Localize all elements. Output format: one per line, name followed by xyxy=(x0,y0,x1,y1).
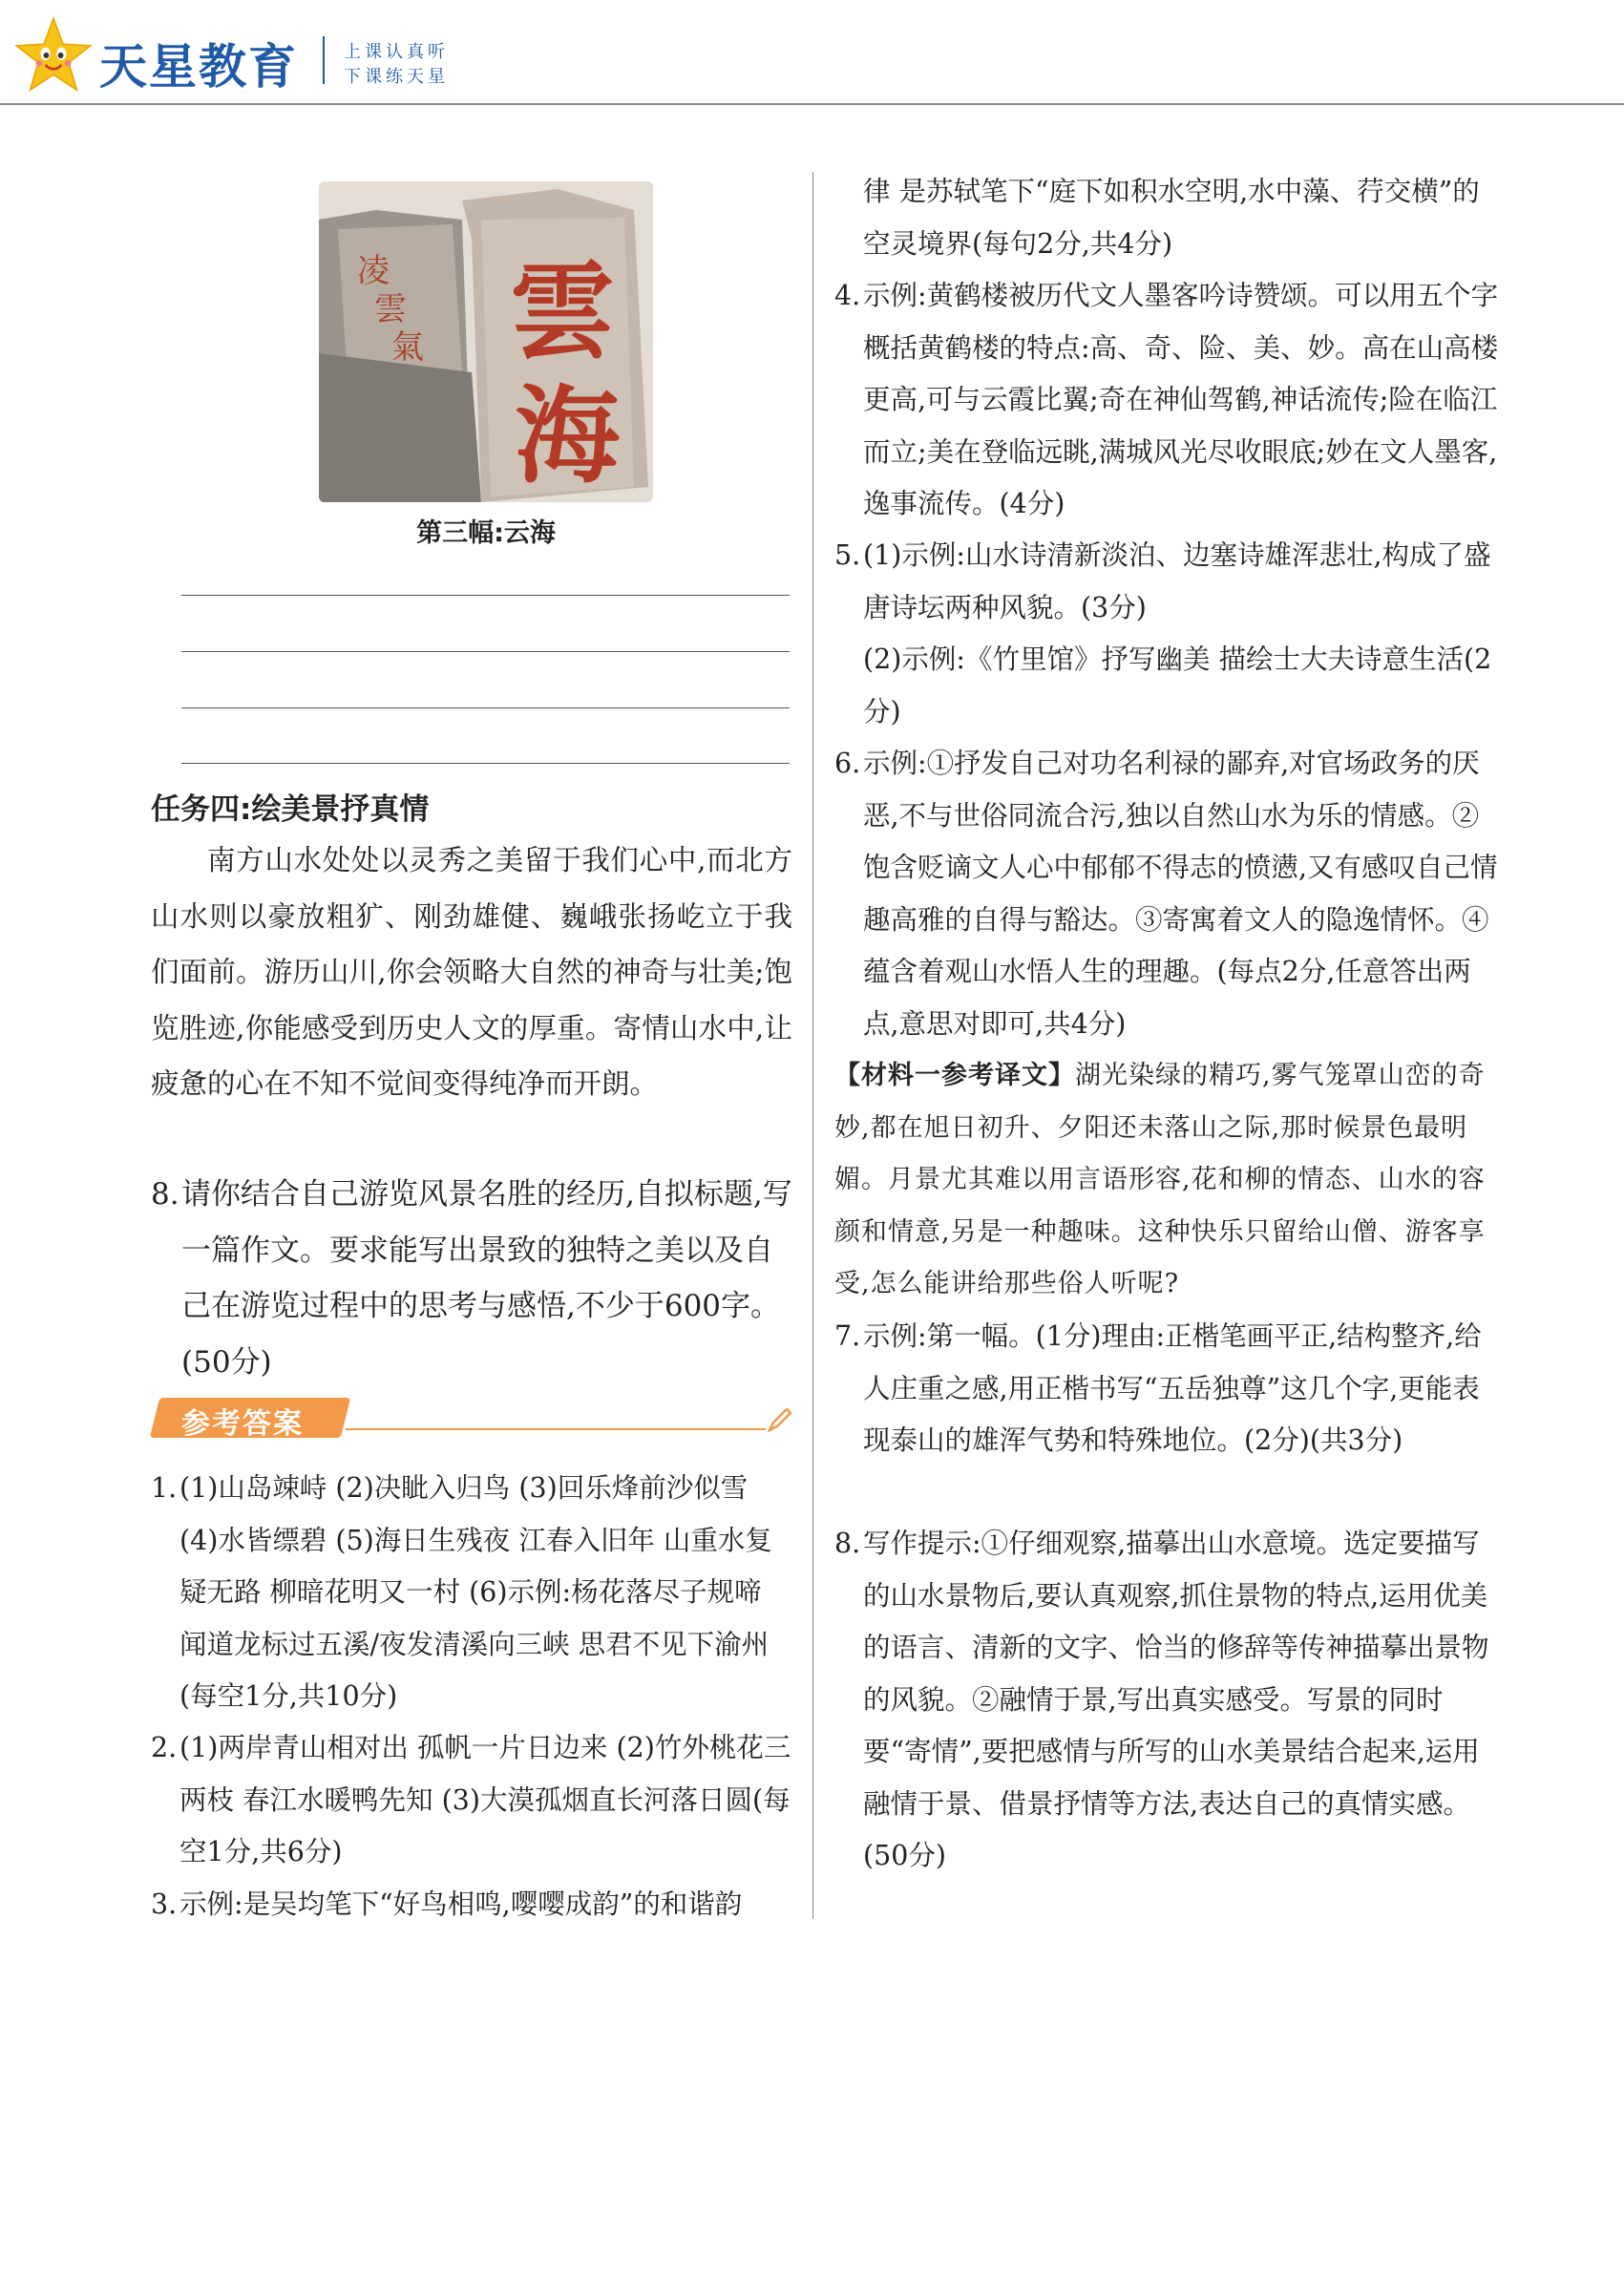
answer-number: 3. xyxy=(151,1888,178,1920)
carved-char-yun: 雲 xyxy=(510,250,615,373)
answer-number: 6. xyxy=(834,748,861,779)
carved-small-1: 凌 xyxy=(357,252,390,290)
reference-label: 参考答案 xyxy=(181,1407,304,1441)
photo-caption: 第三幅:云海 xyxy=(416,518,556,548)
answer-text: (1)两岸青山相对出 孤帆一片日边来 (2)竹外桃花三两枝 春江水暖鸭先知 (3)大漠孤烟直长河落日圆(每空1分,共6分) xyxy=(179,1732,791,1867)
answer-text: 示例:①抒发自己对功名利禄的鄙弃,对官场政务的厌恶,不与世俗同流合污,独以自然山水为乐的情感。②饱含贬谪文人心中郁郁不得志的愤懑,又有感叹自己情趣高雅的自得与豁达。③寄寓着文人的隐逸情怀。④蕴含着观山水悟人生的理趣。(每点2分,任意答出两点,意思对即可,共4分) xyxy=(863,748,1498,1040)
pen-icon xyxy=(766,1405,794,1434)
answer-number: 4. xyxy=(834,280,861,311)
answer-text: 示例:是吴均笔下“好鸟相鸣,嘤嘤成韵”的和谐韵 xyxy=(179,1888,743,1920)
question-8 xyxy=(151,1167,792,1390)
answer-text: 示例:黄鹤楼被历代文人墨客吟诗赞颂。可以用五个字概括黄鹤楼的特点:高、奇、险、美、妙。高在山高楼更高,可与云霞比翼;奇在神仙驾鹤,神话流传;险在临江而立;美在登临远眺,满城风光尽收眼底;妙在文人墨客,逸事流传。(4分) xyxy=(863,280,1499,519)
answer-5 xyxy=(834,530,1499,738)
slogan-line-1: 上课认真听 xyxy=(344,42,449,62)
answer-2 xyxy=(151,1722,792,1879)
writing-line xyxy=(181,651,790,652)
translation-label: 【材料一参考译文】 xyxy=(834,1061,1075,1090)
answer-text: 示例:第一幅。(1分)理由:正楷笔画平正,结构整齐,给人庄重之感,用正楷书写“五岳独尊”这几个字,更能表现泰山的雄浑气势和特殊地位。(2分)(共3分) xyxy=(863,1320,1482,1456)
writing-line xyxy=(181,763,790,764)
slogan-line-2: 下课练天星 xyxy=(344,67,449,87)
answer-number: 7. xyxy=(834,1320,861,1352)
answer-number: 1. xyxy=(151,1472,178,1504)
material-translation xyxy=(834,1050,1499,1311)
yunhai-photo xyxy=(319,181,653,502)
reference-answers-banner xyxy=(155,1398,794,1440)
carved-rock-image xyxy=(319,181,653,502)
writing-line xyxy=(181,595,790,596)
column-divider xyxy=(812,172,813,1919)
answer-text-part-1: (1)示例:山水诗清新淡泊、边塞诗雄浑悲壮,构成了盛唐诗坛两种风貌。(3分) xyxy=(863,539,1491,623)
answer-text: 写作提示:①仔细观察,描摹出山水意境。选定要描写的山水景物后,要认真观察,抓住景物的特点,运用优美的语言、清新的文字、恰当的修辞等传神描摹出景物的风貌。②融情于景,写出真实感受。写景的同时要“寄情”,要把感情与所写的山水美景结合起来,运用融情于景、借景抒情等方法,表达自己的真情实感。(50分) xyxy=(863,1528,1489,1871)
task4-title: 任务四:绘美景抒真情 xyxy=(151,792,430,827)
answer-text-part-2: (2)示例:《竹里馆》抒写幽美 描绘士大夫诗意生活(2分) xyxy=(863,643,1492,728)
answer-3 xyxy=(151,1879,792,1931)
answer-1 xyxy=(151,1463,792,1723)
header-rule xyxy=(0,103,1624,105)
question-8-text: 请你结合自己游览风景名胜的经历,自拟标题,写一篇作文。要求能写出景致的独特之美以及自己在游览过程中的思考与感悟,不少于600字。(50分) xyxy=(181,1177,792,1380)
task4-intro: 南方山水处处以灵秀之美留于我们心中,而北方山水则以豪放粗犷、刚劲雄健、巍峨张扬屹立于我们面前。游历山川,你会领略大自然的神奇与壮美;饱览胜迹,你能感受到历史人文的厚重。寄情山水中,让疲惫的心在不知不觉间变得纯净而开朗。 xyxy=(151,844,792,1100)
carved-small-3: 氣 xyxy=(391,328,424,367)
writing-line xyxy=(181,707,790,708)
answer-number: 8. xyxy=(834,1528,861,1559)
answer-number: 2. xyxy=(151,1732,178,1763)
page-header xyxy=(0,0,1624,107)
answer-4 xyxy=(834,270,1499,531)
answer-6 xyxy=(834,738,1499,1050)
question-number: 8. xyxy=(151,1177,179,1212)
reference-underline xyxy=(346,1428,766,1430)
brand-divider xyxy=(323,36,325,84)
answer-3-continued xyxy=(834,166,1499,270)
translation-block xyxy=(834,1050,1499,1311)
answer-7 xyxy=(834,1311,1499,1467)
translation-text: 湖光染绿的精巧,雾气笼罩山峦的奇妙,都在旭日初升、夕阳还未落山之际,那时候景色最明媚。月景尤其难以用言语形容,花和柳的情态、山水的容颜和情意,另是一种趣味。这种快乐只留给山僧、游客享受,怎么能讲给那些俗人听呢? xyxy=(834,1061,1486,1298)
star-mascot-icon xyxy=(13,15,94,95)
answer-text: (1)山岛竦峙 (2)决眦入归鸟 (3)回乐烽前沙似雪 (4)水皆缥碧 (5)海日生残夜 江春入旧年 山重水复疑无路 柳暗花明又一村 (6)示例:杨花落尽子规啼 闻道龙标过五溪/夜发清溪向三峡 思君不见下渝州(每空1分,共10分) xyxy=(179,1472,772,1712)
answer-8 xyxy=(834,1518,1499,1883)
answer-text: 律 是苏轼笔下“庭下如积水空明,水中藻、荇交横”的空灵境界(每句2分,共4分) xyxy=(863,176,1480,260)
carved-small-2: 雲 xyxy=(374,290,407,328)
carved-char-hai: 海 xyxy=(515,374,620,497)
brand-name: 天星教育 xyxy=(99,39,298,95)
answer-number: 5. xyxy=(834,539,861,571)
